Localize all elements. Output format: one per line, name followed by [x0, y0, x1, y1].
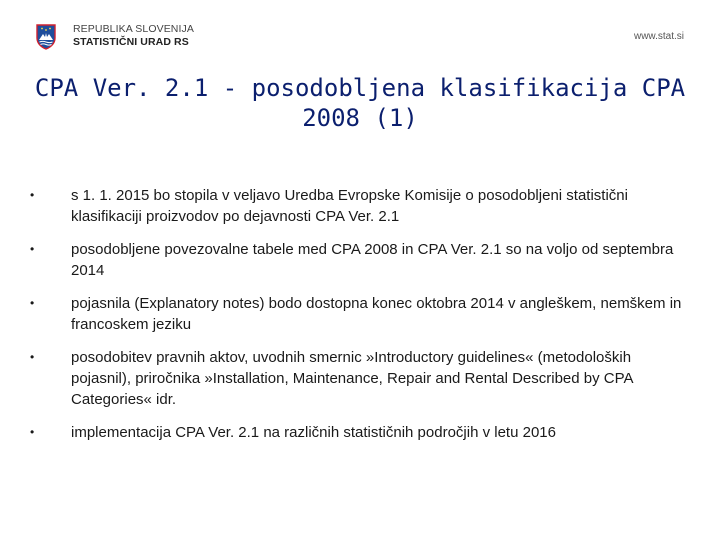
bullet-marker: •: [30, 188, 35, 202]
bullet-marker: •: [30, 350, 35, 364]
bullet-item: [30, 185, 685, 227]
bullet-text: posodobitev pravnih aktov, uvodnih smernic »Introductory guidelines« (metodoloških pojasnil), priročnika »Installation, Maintenance, Repair and Rental Described by CPA Categories« idr.: [71, 349, 633, 408]
bullet-list: [30, 185, 685, 455]
bullet-text: pojasnila (Explanatory notes) bodo dostopna konec oktobra 2014 v angleškem, nemškem in francoskem jeziku: [71, 295, 682, 333]
bullet-item: [30, 293, 685, 335]
slide-title: CPA Ver. 2.1 - posodobljena klasifikacija CPA 2008 (1): [34, 74, 686, 132]
bullet-item: [30, 422, 685, 443]
bullet-item: [30, 347, 685, 410]
org-country: REPUBLIKA SLOVENIJA: [73, 23, 194, 35]
bullet-item: [30, 239, 685, 281]
slide-header: [0, 0, 720, 60]
bullet-text: posodobljene povezovalne tabele med CPA 2008 in CPA Ver. 2.1 so na voljo od septembra 2014: [71, 241, 674, 279]
org-office: STATISTIČNI URAD RS: [73, 36, 189, 48]
bullet-text: s 1. 1. 2015 bo stopila v veljavo Uredba Evropske Komisije o posodobljeni statistični klasifikaciji proizvodov po dejavnosti CPA Ver. 2.1: [71, 187, 628, 225]
website-url: www.stat.si: [633, 31, 684, 42]
bullet-marker: •: [30, 242, 35, 256]
bullet-marker: •: [30, 425, 35, 439]
slovenia-coat-of-arms-icon: [36, 24, 56, 50]
organization-name: [73, 23, 194, 49]
bullet-marker: •: [30, 296, 35, 310]
bullet-text: implementacija CPA Ver. 2.1 na različnih statističnih področjih v letu 2016: [71, 424, 556, 441]
